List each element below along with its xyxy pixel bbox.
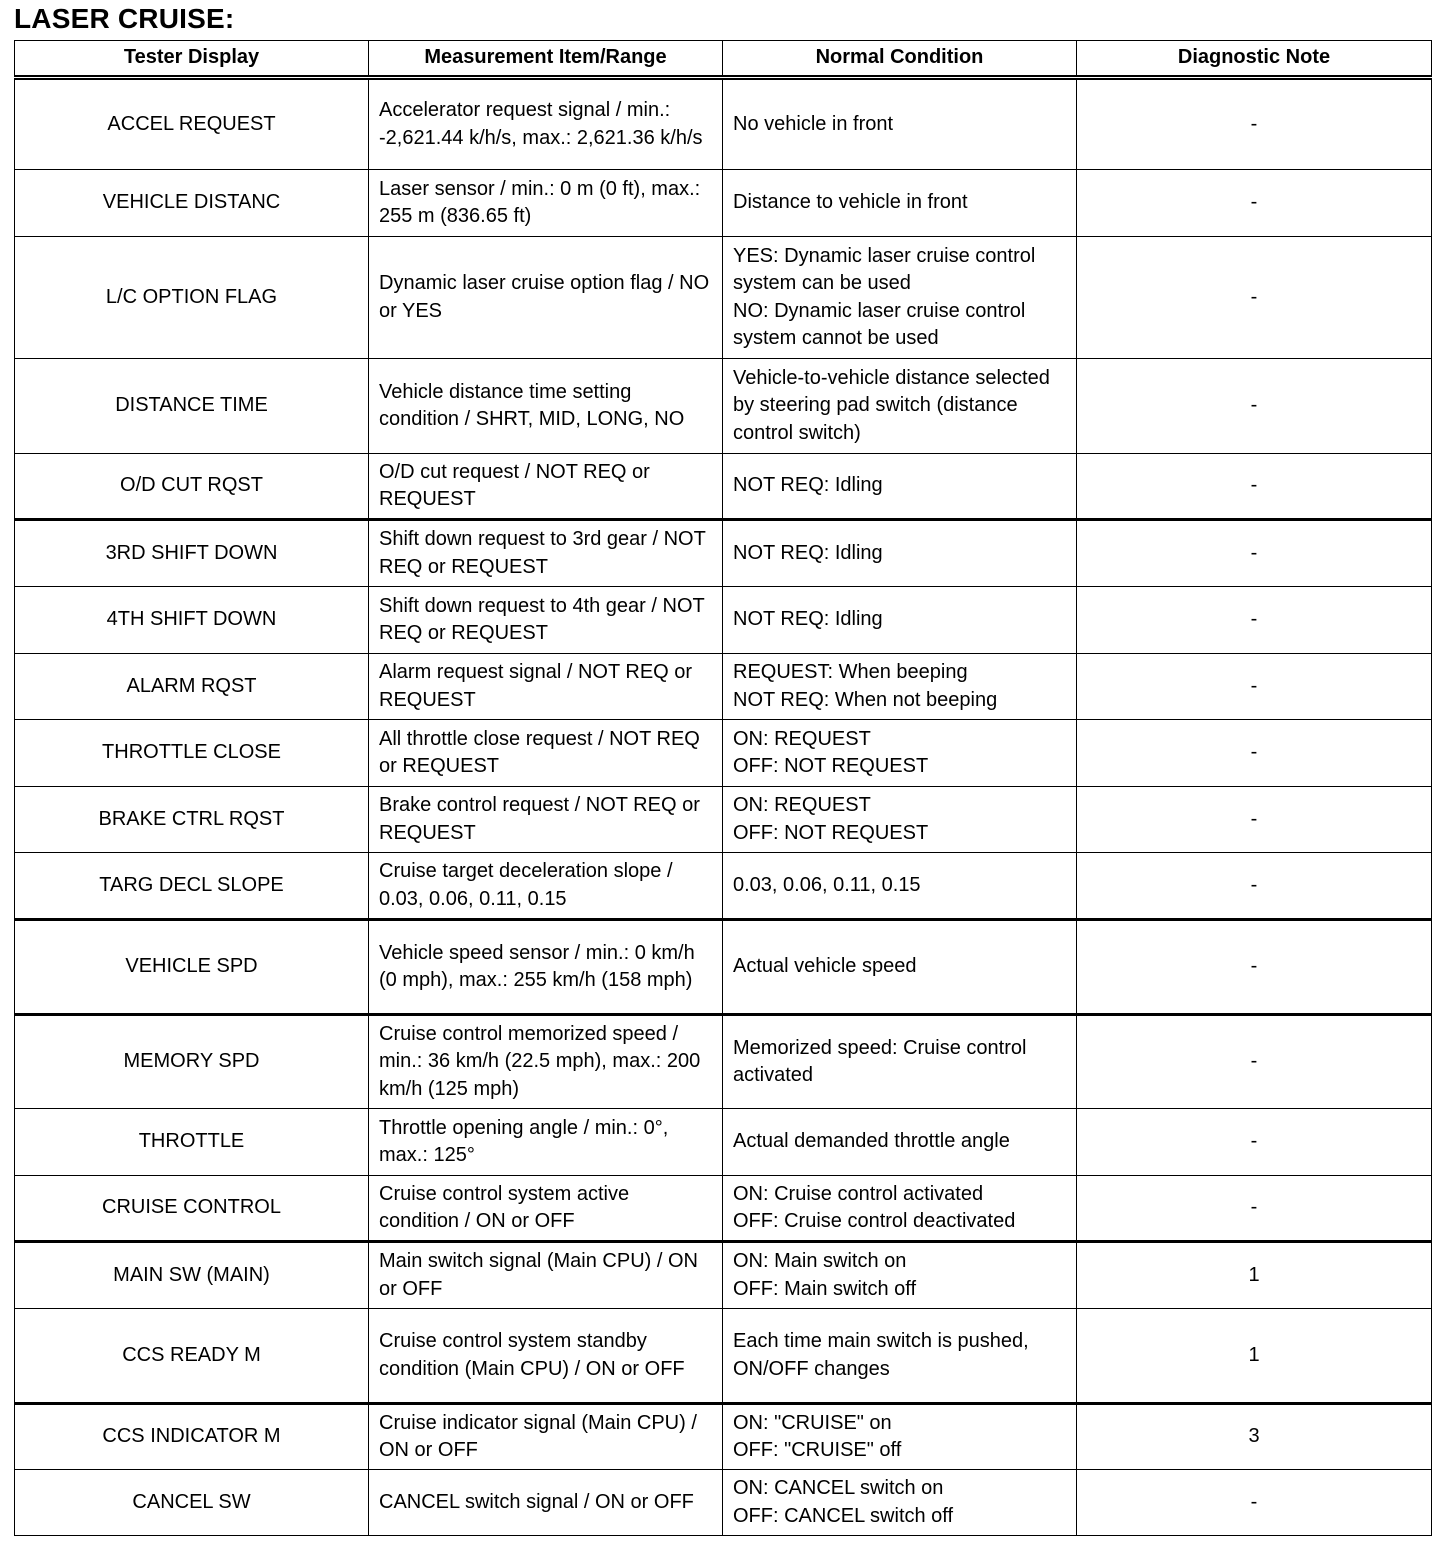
column-header-normal-condition: Normal Condition <box>723 41 1077 78</box>
table-row <box>15 1309 1432 1404</box>
diagnostic-note-cell: - <box>1077 1470 1432 1536</box>
normal-condition-cell: Memorized speed: Cruise control activated <box>723 1015 1077 1109</box>
diagnostic-note-cell: - <box>1077 454 1432 520</box>
normal-condition-cell: NOT REQ: Idling <box>723 454 1077 520</box>
normal-condition-cell: Actual demanded throttle angle <box>723 1109 1077 1176</box>
measurement-range-cell: Throttle opening angle / min.: 0°, max.: 125° <box>369 1109 723 1176</box>
tester-display-cell: BRAKE CTRL RQST <box>15 787 369 853</box>
table-row <box>15 853 1432 920</box>
measurement-range-cell: Brake control request / NOT REQ or REQUEST <box>369 787 723 853</box>
diagnostic-note-cell: - <box>1077 78 1432 170</box>
page-title: LASER CRUISE: <box>14 3 235 34</box>
diagnostic-note-cell: - <box>1077 520 1432 587</box>
table-row <box>15 237 1432 359</box>
normal-condition-cell: Each time main switch is pushed, ON/OFF changes <box>723 1309 1077 1404</box>
tester-display-cell: CANCEL SW <box>15 1470 369 1536</box>
table-row <box>15 1176 1432 1242</box>
normal-condition-cell: 0.03, 0.06, 0.11, 0.15 <box>723 853 1077 920</box>
column-header-diagnostic-note: Diagnostic Note <box>1077 41 1432 78</box>
normal-condition-cell: REQUEST: When beeping NOT REQ: When not beeping <box>723 654 1077 720</box>
measurement-range-cell: Cruise control memorized speed / min.: 36 km/h (22.5 mph), max.: 200 km/h (125 mph) <box>369 1015 723 1109</box>
table-row <box>15 170 1432 237</box>
normal-condition-cell: YES: Dynamic laser cruise control system can be used NO: Dynamic laser cruise control system cannot be used <box>723 237 1077 359</box>
measurement-range-cell: Shift down request to 3rd gear / NOT REQ or REQUEST <box>369 520 723 587</box>
diagnostic-note-cell: - <box>1077 1176 1432 1242</box>
tester-display-cell: DISTANCE TIME <box>15 359 369 454</box>
table-row <box>15 359 1432 454</box>
measurement-range-cell: Accelerator request signal / min.: -2,621.44 k/h/s, max.: 2,621.36 k/h/s <box>369 78 723 170</box>
tester-display-cell: MEMORY SPD <box>15 1015 369 1109</box>
measurement-range-cell: Cruise control system standby condition (Main CPU) / ON or OFF <box>369 1309 723 1404</box>
normal-condition-cell: ON: Main switch on OFF: Main switch off <box>723 1242 1077 1309</box>
measurement-range-cell: Dynamic laser cruise option flag / NO or YES <box>369 237 723 359</box>
diagnostic-note-cell: - <box>1077 920 1432 1015</box>
measurement-range-cell: Vehicle speed sensor / min.: 0 km/h (0 mph), max.: 255 km/h (158 mph) <box>369 920 723 1015</box>
normal-condition-cell: ON: REQUEST OFF: NOT REQUEST <box>723 787 1077 853</box>
measurement-range-cell: Main switch signal (Main CPU) / ON or OFF <box>369 1242 723 1309</box>
diagnostic-note-cell: - <box>1077 1109 1432 1176</box>
measurement-range-cell: Laser sensor / min.: 0 m (0 ft), max.: 255 m (836.65 ft) <box>369 170 723 237</box>
diagnostic-note-cell: 1 <box>1077 1242 1432 1309</box>
tester-display-cell: CRUISE CONTROL <box>15 1176 369 1242</box>
measurement-range-cell: Shift down request to 4th gear / NOT REQ or REQUEST <box>369 587 723 654</box>
measurement-range-cell: O/D cut request / NOT REQ or REQUEST <box>369 454 723 520</box>
diagnostic-note-cell: - <box>1077 237 1432 359</box>
measurement-range-cell: Alarm request signal / NOT REQ or REQUEST <box>369 654 723 720</box>
diagnostic-note-cell: - <box>1077 170 1432 237</box>
table-row <box>15 1109 1432 1176</box>
normal-condition-cell: ON: Cruise control activated OFF: Cruise control deactivated <box>723 1176 1077 1242</box>
table-row <box>15 78 1432 170</box>
table-row <box>15 720 1432 787</box>
table-row <box>15 787 1432 853</box>
measurement-range-cell: CANCEL switch signal / ON or OFF <box>369 1470 723 1536</box>
diagnostic-note-cell: - <box>1077 359 1432 454</box>
measurement-range-cell: Cruise target deceleration slope / 0.03, 0.06, 0.11, 0.15 <box>369 853 723 920</box>
measurement-range-cell: All throttle close request / NOT REQ or REQUEST <box>369 720 723 787</box>
tester-display-cell: L/C OPTION FLAG <box>15 237 369 359</box>
normal-condition-cell: NOT REQ: Idling <box>723 587 1077 654</box>
tester-display-cell: ALARM RQST <box>15 654 369 720</box>
normal-condition-cell: NOT REQ: Idling <box>723 520 1077 587</box>
tester-display-cell: ACCEL REQUEST <box>15 78 369 170</box>
tester-display-cell: 4TH SHIFT DOWN <box>15 587 369 654</box>
table-row <box>15 520 1432 587</box>
diagnostic-note-cell: - <box>1077 1015 1432 1109</box>
tester-display-cell: CCS INDICATOR M <box>15 1404 369 1470</box>
tester-display-cell: TARG DECL SLOPE <box>15 853 369 920</box>
table-row <box>15 1404 1432 1470</box>
measurement-range-cell: Vehicle distance time setting condition / SHRT, MID, LONG, NO <box>369 359 723 454</box>
diagnostic-note-cell: - <box>1077 787 1432 853</box>
tester-display-cell: MAIN SW (MAIN) <box>15 1242 369 1309</box>
measurement-range-cell: Cruise indicator signal (Main CPU) / ON or OFF <box>369 1404 723 1470</box>
diagnostic-note-cell: 3 <box>1077 1404 1432 1470</box>
table-row <box>15 920 1432 1015</box>
table-row <box>15 454 1432 520</box>
normal-condition-cell: Actual vehicle speed <box>723 920 1077 1015</box>
diagnostic-note-cell: - <box>1077 853 1432 920</box>
diagnostic-note-cell: - <box>1077 587 1432 654</box>
normal-condition-cell: ON: "CRUISE" on OFF: "CRUISE" off <box>723 1404 1077 1470</box>
diagnostic-note-cell: 1 <box>1077 1309 1432 1404</box>
table-row <box>15 587 1432 654</box>
tester-display-cell: THROTTLE CLOSE <box>15 720 369 787</box>
normal-condition-cell: No vehicle in front <box>723 78 1077 170</box>
normal-condition-cell: ON: REQUEST OFF: NOT REQUEST <box>723 720 1077 787</box>
diagnostic-note-cell: - <box>1077 654 1432 720</box>
table-row <box>15 1015 1432 1109</box>
tester-display-cell: 3RD SHIFT DOWN <box>15 520 369 587</box>
tester-display-cell: CCS READY M <box>15 1309 369 1404</box>
tester-display-cell: THROTTLE <box>15 1109 369 1176</box>
diagnostic-note-cell: - <box>1077 720 1432 787</box>
column-header-measurement-range: Measurement Item/Range <box>369 41 723 78</box>
table-row <box>15 654 1432 720</box>
table-row <box>15 1242 1432 1309</box>
table-header-row <box>15 41 1432 78</box>
normal-condition-cell: Vehicle-to-vehicle distance selected by steering pad switch (distance control switch) <box>723 359 1077 454</box>
tester-display-cell: VEHICLE DISTANC <box>15 170 369 237</box>
column-header-tester-display: Tester Display <box>15 41 369 78</box>
tester-display-cell: O/D CUT RQST <box>15 454 369 520</box>
normal-condition-cell: Distance to vehicle in front <box>723 170 1077 237</box>
laser-cruise-data-table <box>14 40 1432 1536</box>
tester-display-cell: VEHICLE SPD <box>15 920 369 1015</box>
normal-condition-cell: ON: CANCEL switch on OFF: CANCEL switch off <box>723 1470 1077 1536</box>
measurement-range-cell: Cruise control system active condition / ON or OFF <box>369 1176 723 1242</box>
table-row <box>15 1470 1432 1536</box>
